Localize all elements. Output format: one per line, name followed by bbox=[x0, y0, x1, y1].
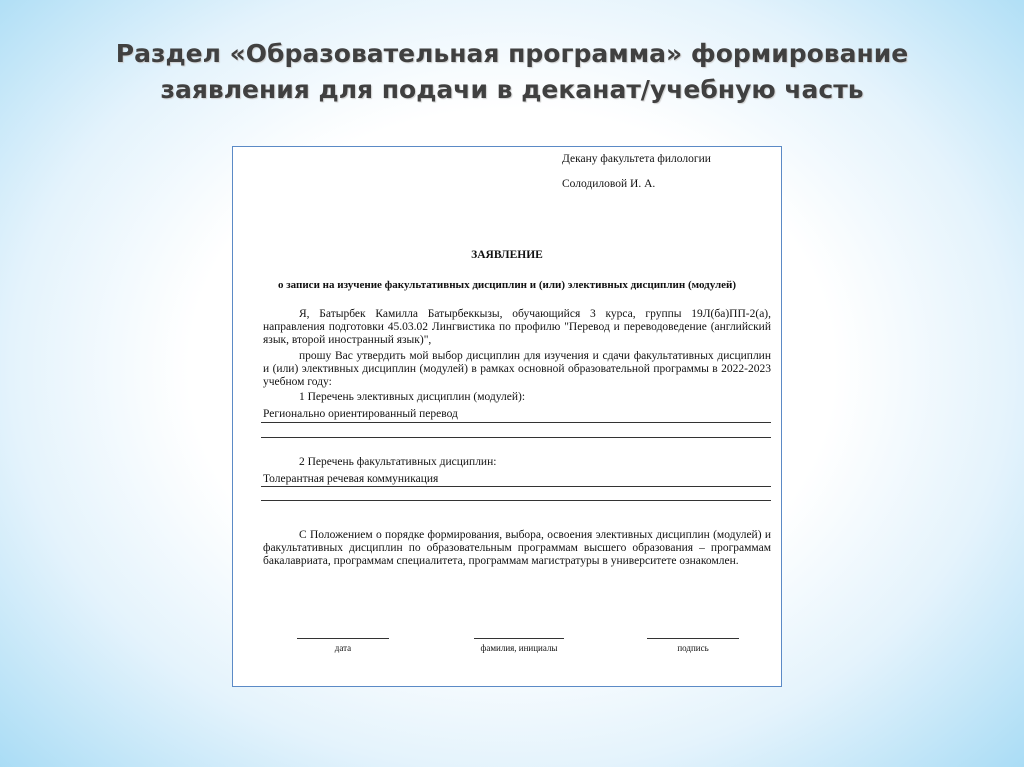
signature-line bbox=[647, 638, 739, 639]
acknowledgement-text: С Положением о порядке формирования, выбора, освоения элективных дисциплин (модулей) и факультативных дисциплин по образовательным программам высшего образования – программам бакалавриата, программам специалитета, программам магистратуры в университете ознакомлен. bbox=[263, 529, 771, 567]
request-paragraph bbox=[263, 350, 771, 389]
document-heading: ЗАЯВЛЕНИЕ bbox=[471, 249, 543, 261]
name-label: фамилия, инициалы bbox=[480, 643, 558, 653]
addressee-dean: Декану факультета филологии bbox=[562, 153, 711, 165]
applicant-paragraph bbox=[263, 308, 771, 347]
addressee-name: Солодиловой И. А. bbox=[562, 178, 656, 190]
elective-underline-2 bbox=[261, 437, 771, 438]
slide-title-line-1: Раздел «Образовательная программа» формирование bbox=[115, 39, 909, 68]
optional-underline-2 bbox=[261, 500, 771, 501]
optional-list-title: 2 Перечень факультативных дисциплин: bbox=[299, 456, 497, 468]
application-document bbox=[232, 146, 782, 687]
slide-title-line-2: заявления для подачи в деканат/учебную часть bbox=[160, 75, 864, 104]
signature-label: подпись bbox=[677, 643, 709, 653]
document-subheading: о записи на изучение факультативных дисциплин и (или) элективных дисциплин (модулей) bbox=[277, 279, 737, 291]
elective-underline-1 bbox=[261, 422, 771, 423]
date-line bbox=[297, 638, 389, 639]
name-line bbox=[474, 638, 564, 639]
slide-title bbox=[0, 36, 1024, 108]
optional-underline-1 bbox=[261, 486, 771, 487]
optional-list-item: Толерантная речевая коммуникация bbox=[263, 473, 439, 485]
elective-list-title: 1 Перечень элективных дисциплин (модулей): bbox=[299, 391, 526, 403]
acknowledgement-paragraph bbox=[263, 529, 771, 568]
elective-list-item: Регионально ориентированный перевод bbox=[263, 408, 458, 420]
request-text: прошу Вас утвердить мой выбор дисциплин для изучения и сдачи факультативных дисциплин и (или) элективных дисциплин (модулей) в рамках основной образовательной программы в 2022-2023 учебном году: bbox=[263, 350, 771, 388]
date-label: дата bbox=[334, 643, 352, 653]
applicant-text: Я, Батырбек Камилла Батырбеккызы, обучающийся 3 курса, группы 19Л(ба)ПП-2(а), направления подготовки 45.03.02 Лингвистика по профилю "Перевод и переводоведение (английский язык, второй иностранный язык)", bbox=[263, 308, 771, 346]
